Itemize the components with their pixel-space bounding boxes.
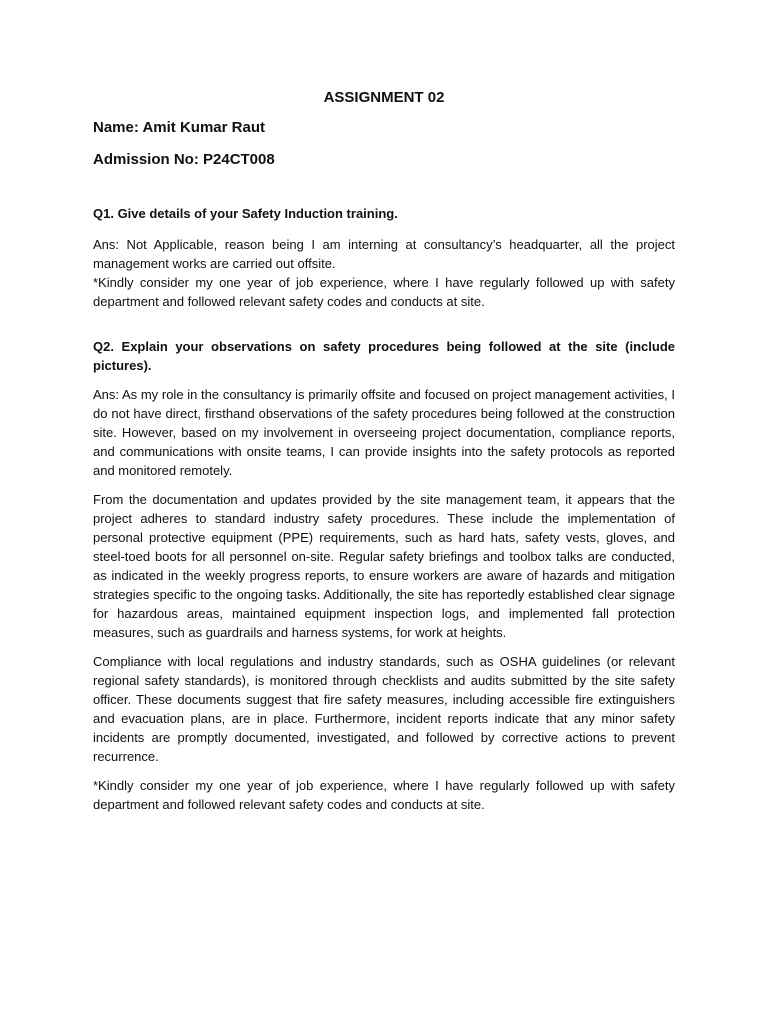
document-page [93, 88, 675, 814]
answer-1-paragraph: Ans: Not Applicable, reason being I am interning at consultancy’s headquarter, all the project management works are carried out offsite. [93, 237, 675, 271]
question-1: Q1. Give details of your Safety Induction training. [93, 206, 398, 221]
answer-2-paragraph-1: Ans: As my role in the consultancy is primarily offsite and focused on project management activities, I do not have direct, firsthand observations of the safety procedures being followed at the construction site. However, based on my involvement in overseeing project documentation, compliance reports, and communications with onsite teams, I can provide insights into the safety protocols as reported and monitored remotely. [93, 387, 675, 478]
document-title: ASSIGNMENT 02 [323, 89, 445, 106]
question-2: Q2. Explain your observations on safety procedures being followed at the site (include pictures). [93, 339, 675, 373]
admission-number: Admission No: P24CT008 [93, 151, 275, 168]
answer-2-note: *Kindly consider my one year of job experience, where I have regularly followed up with safety department and followed relevant safety codes and conducts at site. [93, 778, 675, 812]
answer-1-note: *Kindly consider my one year of job experience, where I have regularly followed up with safety department and followed relevant safety codes and conducts at site. [93, 275, 675, 309]
student-name: Name: Amit Kumar Raut [93, 119, 265, 136]
answer-2-paragraph-3: Compliance with local regulations and industry standards, such as OSHA guidelines (or relevant regional safety standards), is monitored through checklists and audits submitted by the site safety officer. These documents suggest that fire safety measures, including accessible fire extinguishers and evacuation plans, are in place. Furthermore, incident reports indicate that any minor safety incidents are promptly documented, investigated, and followed by corrective actions to prevent recurrence. [93, 654, 675, 764]
answer-2-paragraph-2: From the documentation and updates provided by the site management team, it appears that the project adheres to standard industry safety procedures. These include the implementation of personal protective equipment (PPE) requirements, such as hard hats, safety vests, gloves, and steel-toed boots for all personnel on-site. Regular safety briefings and toolbox talks are conducted, as indicated in the weekly progress reports, to ensure workers are aware of hazards and mitigation strategies specific to the ongoing tasks. Additionally, the site has reportedly established clear signage for hazardous areas, maintained equipment inspection logs, and implemented fall protection measures, such as guardrails and harness systems, for work at heights. [93, 492, 675, 640]
